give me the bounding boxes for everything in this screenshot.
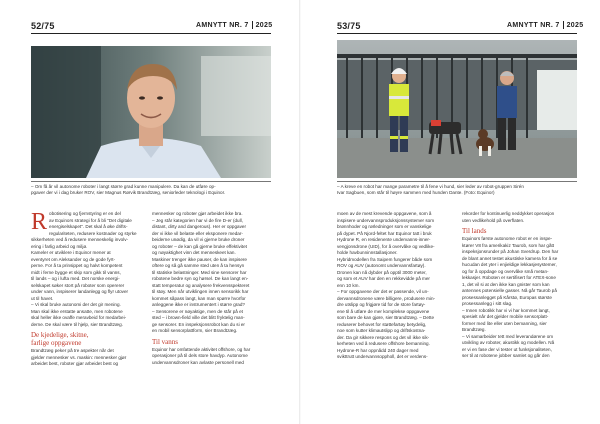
masthead-left	[196, 21, 272, 29]
page-number-left: 52/75	[31, 21, 55, 31]
article-column-1-left	[31, 211, 143, 368]
caption-text-left: – Om få år vil autonome roboter i langt større grad kunne manipulere. Da kan de utføre op- pgaver der vi i dag bruker ROV, sier Magnus Rørvik Brandtzæg, seniorleder teknologi i Equinor.	[31, 184, 226, 195]
masthead-divider-left	[252, 21, 253, 29]
masthead-divider-right	[563, 21, 564, 29]
body-paragraph: rekorder for kontinuerlig neddykket operasjon uten vedlikehold på overflaten.	[462, 211, 555, 223]
page-number-right: 53/75	[337, 21, 361, 31]
article-column-2-left	[152, 211, 271, 366]
robot-dog-photo	[337, 40, 577, 178]
robot-dog-photo-graphic	[337, 40, 577, 178]
masthead-right	[507, 21, 583, 29]
portrait-photo-graphic	[31, 46, 271, 178]
body-paragraph: Equinor har omfattende aktivitet offshore, og har operasjoner på til dels store havdyp. Autonome undervannsdroner kan avlaste personell med	[152, 346, 251, 365]
caption-text-right: – A kreve en robot har mange parametre til å fene vi hund, sier leder av robot-gruppen Sirén Ivar Sagbuen, som står til høyre sammen med hunden Dante. (Foto: Equinor)	[337, 184, 524, 195]
right-page	[301, 0, 600, 424]
masthead-year-left: 2025	[255, 21, 273, 29]
section-heading: De kjedelige, skitne, farlige oppgavene	[31, 331, 89, 347]
body-paragraph: mennesker og roboter gjør arbeidet ikke bra. – Jeg står kategorien har vi de fire D-er (dull, distant, dirty and dangerous). Her er oppgaver der vi ikke vil belaste eller eksponere medar- beiderne unødig, da vil vi gjerne bruke droner og roboter – de kan gå gjerne bruke effektivitet og nøyaktighet vinn det menneskeet kan. Maskiner trenger ikke pauser, de kan inspisere oftere og så gå samme sted uten å ta hensyn til statiske belastninger. Med sine sensorer har robotene bedre syn og hørsel. De kan langt en- statt temperatur og analysere frekvensspekteret til støy. Men når utviklingen innen sensorikk har kommet såpass langt, kan man spørre hvorfor anleggene ikke er instrumentert i større grad? – Sensorene er nøyaktige, men de står på et sted – i brown-field ville det blitt fryktelig man- ge sensorer. En inspeksjonsrobot kan du si er en mobil sensorplattform, sier Brandtzæg.	[152, 211, 250, 333]
masthead-title-right: AMNYTT NR. 7	[507, 21, 560, 29]
body-paragraph: moen av de mest krevende oppgavene, som å inspisere undervannsproduksjonssystemer som brønnhoder og rørledninger som er vanskelige på dypet. På Njord-feltet har Equinor tatt i bruk Hydrone R, en residenente undervanns-inner- vengjonsdrone (UID), for å overvåke og vedlike- holde havbunninnstallasjoner. Hybridmodellen fra Saipem fungerer både som ROV og AUV (autonomt undervannsfartøy). Dronen kan nå dybder på opptil 3000 meter, og som et AUV har den en rekkevidde på mer enn 10 km. – For oppgavene der det er passende, vil un- dervannsdronene være billigere, produsere min- dre utslipp og frigjøre tid for de store fartøy- ene til å utføre de mer komplekse oppgavene som bare de kan gjøre, sier Brandtzæg. – Dette reduserer behovet for støttefartøy betydelig, noe som kutter klimautslipp og driftskostna- der. Da gir sikkere respons og det vil ikke sik- kerheten ved å redusere offshore bemanning. Hydrone-R har oppnådd 240 dager med svikttrutt undervannsoppholl, det er verdens-	[337, 211, 436, 359]
article-column-2-right	[462, 211, 579, 360]
masthead-year-right: 2025	[566, 21, 584, 29]
body-paragraph: Brandtzæg peker på tre aspekter når det gjelder mennesker vs. maskin: mennesker gjør arbeidet best, roboter gjør arbeidet best og	[31, 348, 127, 366]
caption-rule-right	[337, 181, 577, 182]
caption-rule-left	[31, 181, 271, 182]
masthead-title-left: AMNYTT NR. 7	[196, 21, 249, 29]
article-column-1-right	[337, 211, 455, 361]
section-heading: Til vanns	[152, 337, 179, 346]
body-paragraph: obotisering og fjernstyring er en del av Equinors strategi for å bli "Det digitale energiselskapet". Det skal å øke drifts- regulariteten, redusere kostnader og styrke sikkerheten ved å redusere menneskelig involv- ering i farlig arbeid og miljø. Kameler er utviklere i Equinor mener at eventyret om Aleksander og de gode fyrt- perne. For å ta prinsippet og halvt kompetent midt i ferne bygge et skip som gikk til vanns, til lands – og i lufta med. Det norske energi- selskapet søker stort på roboter som opererer under vann, inspiserer landanlegg og flyr utover ut til havet. – Vi skal bruke autonomi der det gir mening. Man skal ikke erstatte ansatte, men robotene skal heller ikke ovaffe meravbeid for medarbei- derne. De skal være til hjelp, sier Brandtzæg.	[31, 211, 137, 327]
portrait-photo	[31, 46, 271, 178]
header-rule-right	[337, 33, 577, 34]
body-paragraph: Equinors første autonome robot er en inspe- ktører V8 fra amerikakiz Taurob, som har gått inspeksjonsrunder på Johan Sverdrup. Den har de blant annet testet akustiske kamera for å se hucudan det yter i enjieldige lekkasjesystemer, og for å oppdage og overvåke små metan- lekkasjer. Roboten er sertifisert for ATEX-sone 1, det vil si at den ikke kan gnister som kan antennes potensielle gasser. Nå går Taurob på prosessanlegget på Kårstø, Europas største prosessanlegg i sitt slag. – Innen robotikk har vi vi har kommet langt, spesielt når det gjelder mobile sensorplatt- former med lite eller uten bemanning, sier Brandtzæg. – Vi samarbeider tett med leverandørene om utvikling av roboter, akustikk og modellen. Nå er vi en fase der vi tester ut funksjonaliteten, ser til at robotene jobber samlet og går den	[462, 236, 559, 358]
left-page	[0, 0, 299, 424]
section-heading: Til lands	[462, 227, 487, 235]
drop-cap: R	[31, 209, 48, 235]
header-rule-left	[31, 33, 271, 34]
photo-caption-right	[337, 181, 577, 196]
photo-caption-left	[31, 181, 271, 196]
